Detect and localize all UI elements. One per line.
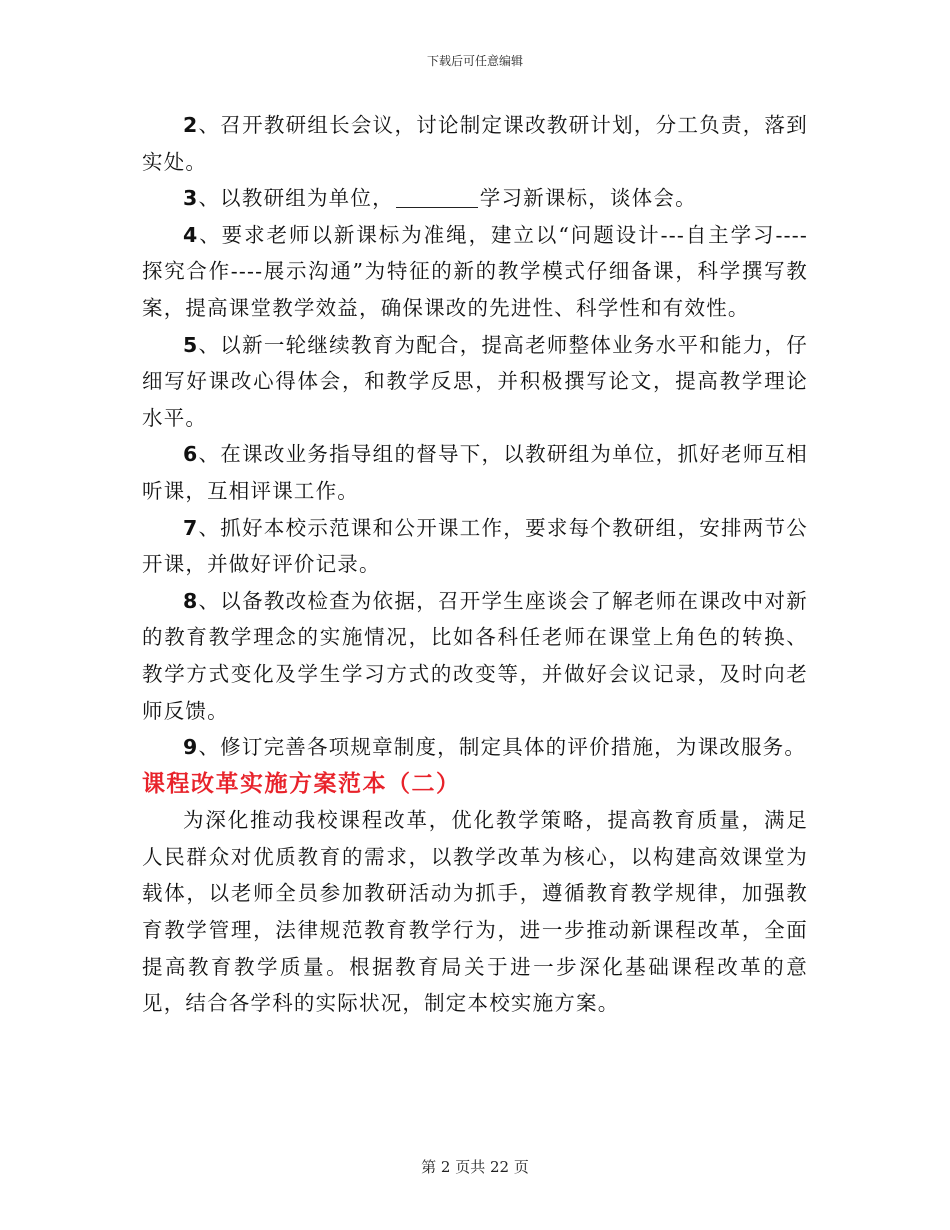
list-item	[142, 217, 808, 327]
item-number: 8	[183, 588, 199, 613]
item-text: 、召开教研组长会议，讨论制定课改教研计划，分工负责，落到实处。	[142, 113, 808, 174]
item-number: 5	[183, 332, 199, 357]
item-text: 、以新一轮继续教育为配合，提高老师整体业务水平和能力，仔细写好课改心得体会，和教学反思，并积极撰写论文，提高教学理论水平。	[142, 332, 808, 430]
document-body	[142, 107, 808, 1022]
item-text: 、要求老师以新课标为准绳，建立以“问题设计---自主学习----探究合作----展示沟通”为特征的新的教学模式仔细备课，科学撰写教案，提高课堂教学效益，确保课改的先进性、科学性和有效性。	[142, 222, 808, 320]
item-number: 6	[183, 442, 199, 467]
list-item	[142, 510, 808, 583]
list-item	[142, 583, 808, 729]
list-item	[142, 107, 808, 180]
item-text: 、修订完善各项规章制度，制定具体的评价措施，为课改服务。	[198, 735, 807, 760]
item-text: 、以教研组为单位，	[198, 186, 394, 211]
item-number: 2	[183, 113, 199, 137]
section-title: 课程改革实施方案范本（二）	[142, 770, 461, 797]
list-item	[142, 729, 808, 766]
list-item	[142, 327, 808, 437]
item-text: 学习新课标，谈体会。	[479, 186, 697, 211]
page-header: 下载后可任意编辑	[426, 54, 523, 68]
item-number: 9	[183, 735, 199, 760]
item-text: 、在课改业务指导组的督导下，以教研组为单位，抓好老师互相听课，互相评课工作。	[142, 442, 808, 503]
intro-paragraph: 为深化推动我校课程改革，优化教学策略，提高教育质量，满足人民群众对优质教育的需求，以教学改革为核心，以构建高效课堂为载体，以老师全员参加教研活动为抓手，遵循教育教学规律，加强教育教学管理，法律规范教育教学行为，进一步推动新课程改革，全面提高教育教学质量。根据教育局关于进一步深化基础课程改革的意见，结合各学科的实际状况，制定本校实施方案。	[142, 808, 808, 1016]
blank-underline	[396, 187, 478, 209]
page-footer: 第 2 页共 22 页	[421, 1158, 529, 1176]
item-number: 7	[183, 515, 199, 540]
item-text: 、以备教改检查为依据，召开学生座谈会了解老师在课改中对新的教育教学理念的实施情况，比如各科任老师在课堂上角色的转换、教学方式变化及学生学习方式的改变等，并做好会议记录，及时向老师反馈。	[142, 588, 808, 723]
item-text: 、抓好本校示范课和公开课工作，要求每个教研组，安排两节公开课，并做好评价记录。	[142, 515, 808, 577]
list-item	[142, 180, 808, 217]
item-number: 4	[183, 222, 199, 247]
item-number: 3	[183, 186, 199, 211]
list-item	[142, 436, 808, 509]
